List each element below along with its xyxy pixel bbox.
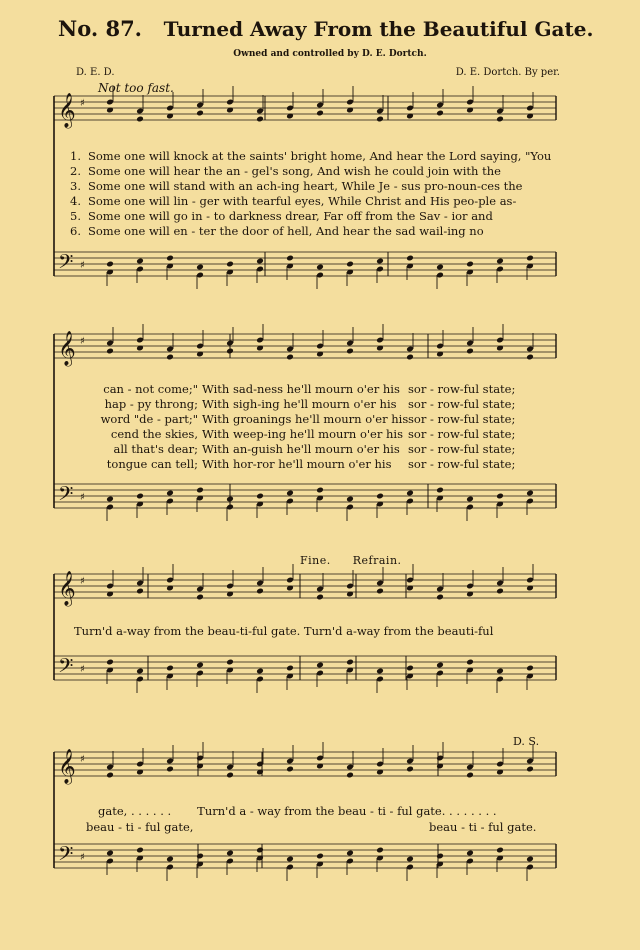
note-head (316, 662, 324, 669)
verse-cont-5: all that's dear; With an-guish he'll mourn o'er his sor - row-ful state; (113, 442, 516, 456)
key-sharp-icon: ♯ (80, 492, 85, 503)
note-head (166, 665, 174, 672)
verse-cont-4: cend the skies, With weep-ing he'll mourn o'er his sor - row-ful state; (110, 427, 516, 441)
note-head (256, 588, 264, 595)
section-markers (300, 554, 560, 570)
note-head (286, 255, 294, 262)
refrain-marker: Refrain. (352, 554, 402, 567)
note-head (346, 261, 354, 268)
verse-cont-6: tongue can tell; With hor-ror he'll mourn o'er his sor - row-ful state; (106, 457, 516, 471)
verse-cont-3: word "de - part;" With groanings he'll mourn o'er his sor - row-ful state; (100, 412, 516, 426)
note-head (436, 264, 444, 271)
verse-line-2: 2. Some one will hear the an - gel's song, And wish he could join with the (70, 164, 501, 178)
note-head (496, 116, 504, 123)
verse-line-4: 4. Some one will lin - ger with tearful eyes, While Christ and His peo-ple as- (70, 194, 517, 208)
note-head (286, 490, 294, 497)
note-head (106, 348, 114, 355)
note-head (286, 856, 294, 863)
note-head (136, 258, 144, 265)
refrain-lyrics: Turn'd a-way from the beau-ti-ful gate. Turn'd a-way from the beauti-ful (74, 624, 494, 638)
treble-clef-icon: 𝄞 (58, 749, 76, 784)
key-sharp-icon: ♯ (80, 852, 85, 863)
note-head (526, 856, 534, 863)
treble-clef-icon: 𝄞 (58, 93, 76, 128)
key-sharp-icon: ♯ (80, 754, 85, 765)
note-head (376, 668, 384, 675)
note-head (496, 668, 504, 675)
note-head (526, 490, 534, 497)
note-head (286, 665, 294, 672)
note-head (526, 766, 534, 773)
note-head (106, 850, 114, 857)
bass-clef-icon: 𝄢 (58, 250, 74, 278)
fine-marker: Fine. (300, 554, 331, 567)
note-head (526, 354, 534, 361)
note-head (406, 665, 414, 672)
note-head (316, 487, 324, 494)
verse-line-5: 5. Some one will go in - to darkness drear, Far off from the Sav - ior and (70, 209, 493, 223)
note-head (136, 588, 144, 595)
verse-line-3: 3. Some one will stand with an ach-ing heart, While Je - sus pro-noun-ces the (70, 179, 523, 193)
verse-block-system-2 (70, 382, 560, 472)
note-head (196, 594, 204, 601)
final-lyrics-upper: gate, . . . . . . Turn'd a - way from the beau - ti - ful gate. . . . . . . . (98, 804, 497, 818)
note-head (496, 588, 504, 595)
note-head (436, 594, 444, 601)
note-head (106, 772, 114, 779)
bass-clef-icon: 𝄢 (58, 654, 74, 682)
note-head (436, 487, 444, 494)
note-head (346, 348, 354, 355)
bass-clef-icon: 𝄢 (58, 482, 74, 510)
note-head (346, 659, 354, 666)
note-head (376, 116, 384, 123)
note-head (196, 110, 204, 117)
key-sharp-icon: ♯ (80, 664, 85, 675)
note-head (226, 659, 234, 666)
note-head (346, 850, 354, 857)
note-head (256, 493, 264, 500)
note-head (166, 856, 174, 863)
verse-line-1: 1. Some one will knock at the saints' bright home, And hear the Lord saying, "You (70, 149, 552, 163)
lyricist-credit: D. E. D. (76, 67, 115, 78)
note-head (436, 853, 444, 860)
note-head (106, 261, 114, 268)
note-head (346, 772, 354, 779)
note-head (436, 110, 444, 117)
hymn-number: No. 87. (58, 16, 142, 41)
note-head (466, 659, 474, 666)
note-head (406, 766, 414, 773)
note-head (376, 847, 384, 854)
note-head (316, 853, 324, 860)
note-head (376, 493, 384, 500)
note-head (406, 490, 414, 497)
key-sharp-icon: ♯ (80, 336, 85, 347)
tempo-marking: Not too fast. (98, 81, 174, 95)
composer-credit: D. E. Dortch. By per. (455, 67, 560, 78)
key-sharp-icon: ♯ (80, 260, 85, 271)
note-head (136, 668, 144, 675)
treble-clef-icon: 𝄞 (58, 571, 76, 606)
note-head (226, 850, 234, 857)
note-head (166, 354, 174, 361)
hymn-title: Turned Away From the Beautiful Gate. (163, 17, 594, 41)
note-head (526, 255, 534, 262)
bass-clef-icon: 𝄢 (58, 842, 74, 870)
note-head (226, 772, 234, 779)
note-head (256, 847, 264, 854)
note-head (316, 264, 324, 271)
note-head (286, 354, 294, 361)
note-head (376, 588, 384, 595)
note-head (256, 116, 264, 123)
ds-marker: D. S. (513, 735, 540, 748)
note-head (196, 853, 204, 860)
note-head (526, 665, 534, 672)
final-lyrics-lower: beau - ti - ful gate, beau - ti - ful gate. (86, 820, 537, 834)
note-head (496, 493, 504, 500)
note-head (286, 766, 294, 773)
note-head (256, 668, 264, 675)
note-head (166, 766, 174, 773)
note-head (466, 496, 474, 503)
note-head (406, 255, 414, 262)
note-head (196, 662, 204, 669)
note-head (466, 850, 474, 857)
note-head (226, 261, 234, 268)
note-head (466, 261, 474, 268)
note-head (376, 258, 384, 265)
note-head (106, 496, 114, 503)
note-head (196, 264, 204, 271)
note-head (166, 255, 174, 262)
note-head (466, 772, 474, 779)
verse-cont-1: can - not come;" With sad-ness he'll mourn o'er his sor - row-ful state; (103, 382, 516, 396)
verse-line-6: 6. Some one will en - ter the door of hell, And hear the sad wail-ing no (70, 224, 484, 238)
note-head (166, 490, 174, 497)
key-sharp-icon: ♯ (80, 576, 85, 587)
note-head (226, 348, 234, 355)
note-head (196, 487, 204, 494)
verse-cont-2: hap - py throng; With sigh-ing he'll mourn o'er his sor - row-ful state; (104, 397, 516, 411)
note-head (496, 847, 504, 854)
key-sharp-icon: ♯ (80, 98, 85, 109)
note-head (136, 116, 144, 123)
note-head (316, 594, 324, 601)
note-head (466, 348, 474, 355)
note-head (406, 856, 414, 863)
ownership-note: Owned and controlled by D. E. Dortch. (233, 49, 427, 59)
verse-block-system-1 (70, 149, 560, 239)
note-head (106, 659, 114, 666)
note-head (436, 662, 444, 669)
note-head (406, 354, 414, 361)
note-head (136, 847, 144, 854)
note-head (496, 258, 504, 265)
note-head (226, 496, 234, 503)
note-head (346, 496, 354, 503)
treble-clef-icon: 𝄞 (58, 331, 76, 366)
note-head (316, 110, 324, 117)
note-head (136, 493, 144, 500)
note-head (256, 258, 264, 265)
